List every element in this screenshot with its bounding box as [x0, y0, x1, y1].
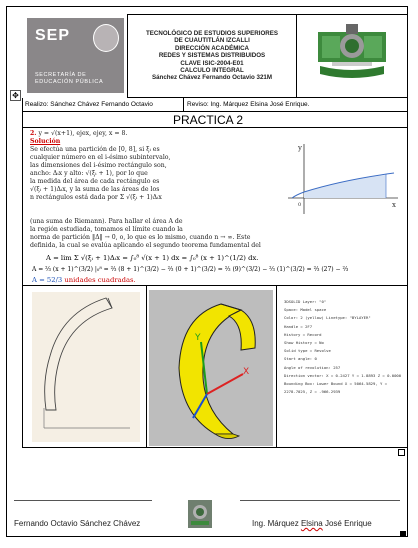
mexico-seal-icon	[93, 24, 119, 52]
problem-line: Se efectúa una partición de [0, 8], si ξᵢ es	[30, 146, 160, 153]
property-line: 3DSOLID Layer: "0"	[284, 299, 327, 304]
svg-text:X: X	[243, 367, 250, 377]
problem-line: cualquier número en el i-ésimo subintervalo,	[30, 154, 171, 161]
sqrt-graph	[282, 140, 402, 218]
properties-list	[284, 298, 402, 396]
signature-line-right	[240, 500, 400, 501]
title-row	[22, 112, 408, 128]
property-line: Start angle: 0	[284, 356, 317, 362]
header-line: REDES Y SISTEMAS DISTRIBUIDOS	[158, 52, 266, 60]
table-move-handle-icon[interactable]: ✥	[10, 90, 21, 101]
practice-title: PRACTICA 2	[173, 113, 244, 127]
header-line: CALCULO INTEGRAL	[180, 67, 244, 75]
problem-text	[30, 130, 276, 202]
header-institution-text	[130, 30, 294, 82]
profile-2d-drawing	[32, 292, 140, 442]
header-line: Sánchez Chávez Fernando Octavio 321M	[151, 74, 272, 82]
problem-line: norma de partición ‖Δ‖ → 0, o, lo que es lo mismo, cuando n → ∞. Este	[30, 234, 251, 241]
property-line: Direction vector: X = 0.2427 Y = 1.8893 Z = 0.0000	[284, 372, 402, 378]
header-line: CLAVE ISIC-2004-E01	[180, 59, 244, 67]
header-line: DE CUAUTITLÁN IZCALLI	[174, 37, 250, 45]
signature-line-left	[14, 500, 152, 501]
table-resize-handle-icon[interactable]	[398, 449, 405, 456]
header-line: TECNOLÓGICO DE ESTUDIOS SUPERIORES	[145, 30, 279, 37]
problem-line: n rectángulos está dada por Σ √(ξᵢ + 1)Δᵢx	[30, 194, 162, 201]
problem-statement: y = √(x+1), ejex, ejey, x = 8.	[38, 130, 128, 137]
problem-line: √(ξᵢ + 1)Δᵢx, y la suma de las áreas de los	[30, 186, 160, 193]
solution-label: Solución	[30, 138, 61, 145]
end-of-page-mark	[400, 531, 406, 537]
formula-result: A = 52/3 unidades cuadradas.	[32, 276, 136, 284]
header-line: DIRECCIÓN ACADÉMICA	[174, 44, 250, 52]
tesci-small-logo-icon	[188, 500, 212, 528]
property-line: Space: Model space	[284, 307, 327, 313]
property-line: Angle of revolution: 257	[284, 364, 341, 370]
solid-3d-render	[149, 290, 273, 446]
svg-text:Y: Y	[195, 333, 201, 343]
problem-line: la medida del área de cada rectángulo es	[30, 178, 160, 185]
property-line: Bounding Box: Lower Bound X = 5064.5829, Y = 2278.7025, Z = -966.2939	[284, 381, 388, 395]
graph-x-label: x	[392, 201, 396, 209]
realizo-text: Realizo: Sánchez Chávez Fernando Octavio	[25, 101, 153, 108]
property-line: Handle = 2F7	[284, 323, 313, 329]
reviso-text: Reviso: Ing. Márquez Elsina José Enrique.	[187, 101, 310, 108]
sep-logo-text: SEP	[35, 27, 71, 44]
sep-logo	[27, 18, 124, 93]
footer-teacher-name: Ing. Márquez Elsina José Enrique	[252, 519, 372, 528]
footer-student-name: Fernando Octavio Sánchez Chávez	[14, 519, 141, 528]
property-line: Solid type = Revolve	[284, 348, 331, 354]
info-row	[22, 98, 408, 112]
formula-evaluation: A = ⅔ (x + 1)^(3/2) |₀⁸ = ⅔ (8 + 1)^(3/2) − ⅔ (0 + 1)^(3/2) = ⅔ (9)^(3/2) − ⅔ (1)^(3/2) = ⅔ (27) − ⅔	[32, 266, 349, 273]
sep-logo-subtitle: SECRETARÍA DE EDUCACIÓN PÚBLICA	[35, 72, 104, 85]
problem-continuation	[30, 218, 402, 250]
formula-limit: A = lim Σ √(ξᵢ + 1)Δᵢx = ∫₀⁸ √(x + 1) dx = ∫₀⁸ (x + 1)^(1/2) dx.	[46, 254, 259, 262]
tesci-logo-icon	[312, 24, 392, 82]
property-line: Color: 2 (yellow) Linetype: "BYLAYER"	[284, 315, 371, 321]
problem-line: ancho: Δᵢx y alto: √(ξᵢ + 1), por lo que	[30, 170, 148, 177]
problem-line: definida, la cual se evalúa aplicando el segundo teorema fundamental del	[30, 242, 261, 249]
graph-y-label: y	[298, 144, 302, 152]
property-line: Show History = No	[284, 340, 324, 346]
property-line: History = Record	[284, 331, 322, 337]
problem-line: las dimensiones del i-ésimo rectángulo son,	[30, 162, 167, 169]
problem-number: 2.	[30, 130, 37, 137]
problem-line: la región estudiada, tomamos el límite cuando la	[30, 226, 183, 233]
graph-origin-label: 0	[298, 202, 302, 208]
problem-line: (una suma de Riemann). Para hallar el área A de	[30, 218, 183, 225]
